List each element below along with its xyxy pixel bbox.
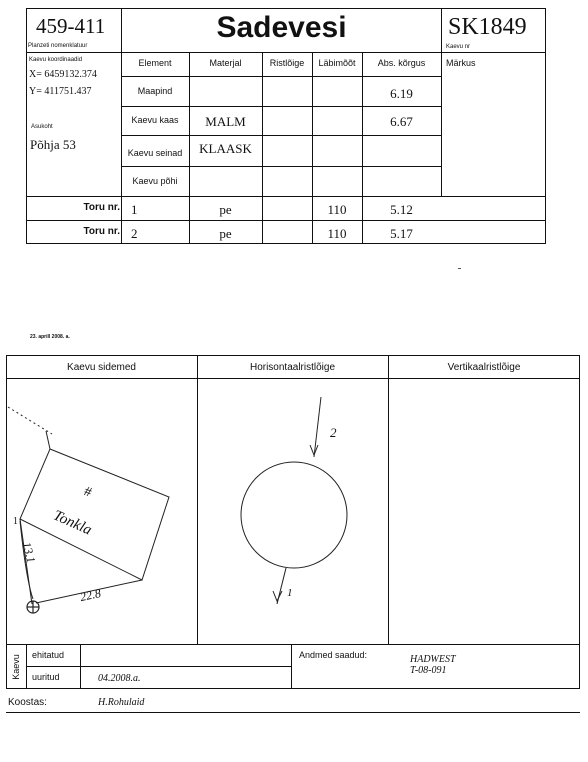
row-sep-2 <box>121 135 441 136</box>
row-material-walls: KLAASK <box>199 141 252 156</box>
location-label: Asukoht <box>31 124 53 130</box>
sketch-col-sep-2 <box>388 355 389 644</box>
sketch-dim-1: 13.1 <box>19 540 39 565</box>
coord-y: Y= 411751.437 <box>29 86 92 97</box>
footer-author-label: Koostas: <box>8 697 47 708</box>
row-element-walls: Kaevu seinad <box>127 148 183 158</box>
sketch-building-label: Tonkla <box>50 507 95 539</box>
footer-top-line <box>6 644 580 645</box>
row-element-ground: Maapind <box>137 86 173 96</box>
pipe-2-material: pe <box>219 226 232 241</box>
row-height-ground: 6.19 <box>390 86 413 101</box>
pipe-2-height: 5.17 <box>390 226 413 241</box>
footer-right-sep <box>291 644 292 689</box>
sketch-corner: 1 <box>13 516 18 527</box>
header-sep-2 <box>441 8 442 196</box>
ties-sketch <box>6 379 197 644</box>
row-material-cover: MALM <box>205 114 246 129</box>
section-horizontal: Horisontaalristlõige <box>249 362 336 373</box>
horizontal-section-drawing <box>197 379 388 644</box>
well-no-label: Kaevu nr <box>446 44 471 50</box>
th-cross-section: Ristlõige <box>269 58 305 68</box>
location-value: Põhja 53 <box>30 137 76 152</box>
footer-author-value: H.Rohulaid <box>98 697 145 708</box>
coord-x: X= 6459132.374 <box>29 69 97 80</box>
row-element-cover: Kaevu kaas <box>131 115 179 125</box>
pipe-2-diameter: 110 <box>327 226 347 241</box>
footer-data-value-2: T-08-091 <box>410 665 447 676</box>
pipe-2-label: Toru nr. <box>83 226 120 237</box>
pipe-1-diameter: 110 <box>327 202 347 217</box>
footer-well-label: Kaevu <box>11 654 21 680</box>
coords-label: Kaevu koordinaadid <box>29 57 83 63</box>
well-symbol-icon <box>27 601 39 613</box>
footer-value-sep <box>80 644 81 689</box>
section-vertical: Vertikaalristlõige <box>447 362 521 373</box>
date-note: 23. aprill 2008. a. <box>30 334 70 340</box>
pipe-1-material: pe <box>219 202 232 217</box>
sketch-house-no: # <box>81 484 94 501</box>
row-sep-3 <box>121 166 441 167</box>
well-circle <box>241 462 347 568</box>
footer-data-value-1: HADWEST <box>410 654 456 665</box>
pipe-2-nr: 2 <box>131 226 138 241</box>
nomenclature-label: Planzeti nomenklatuur <box>28 43 88 49</box>
row-sep-1 <box>121 106 441 107</box>
pipe-1-label: Toru nr. <box>83 202 120 213</box>
th-element: Element <box>138 58 172 68</box>
footer-surveyed-value: 04.2008.a. <box>98 673 141 684</box>
row-sep-5 <box>26 220 546 221</box>
col-sep-cross <box>262 52 263 244</box>
th-material: Materjal <box>209 58 242 68</box>
well-id: SK1849 <box>448 14 527 40</box>
pipe-in-label: 2 <box>330 425 337 440</box>
pipe-1-nr: 1 <box>131 202 138 217</box>
row-sep-header <box>121 76 441 77</box>
footer-data-label: Andmed saadud: <box>299 650 368 660</box>
row-element-bottom: Kaevu põhi <box>132 176 178 186</box>
row-sep-4 <box>26 196 546 197</box>
section-ties: Kaevu sidemed <box>67 362 136 373</box>
pipe-1-height: 5.12 <box>390 202 413 217</box>
footer-surveyed-label: uuritud <box>32 672 60 682</box>
row-height-cover: 6.67 <box>390 114 413 129</box>
th-remarks: Märkus <box>446 58 476 68</box>
scan-speck <box>458 268 461 269</box>
th-diameter: Läbimõõt <box>318 58 356 68</box>
page-title: Sadevesi <box>216 11 347 44</box>
nomenclature-value: 459-411 <box>36 14 106 38</box>
pipe-out-label: 1 <box>287 587 293 599</box>
th-abs-height: Abs. kõrgus <box>377 58 426 68</box>
footer-built-label: ehitatud <box>32 650 65 660</box>
header-divider <box>26 52 546 53</box>
footer-mid-line <box>26 666 291 667</box>
sketch-dim-2: 22.8 <box>78 585 103 605</box>
footer-bottom-line <box>6 712 580 713</box>
